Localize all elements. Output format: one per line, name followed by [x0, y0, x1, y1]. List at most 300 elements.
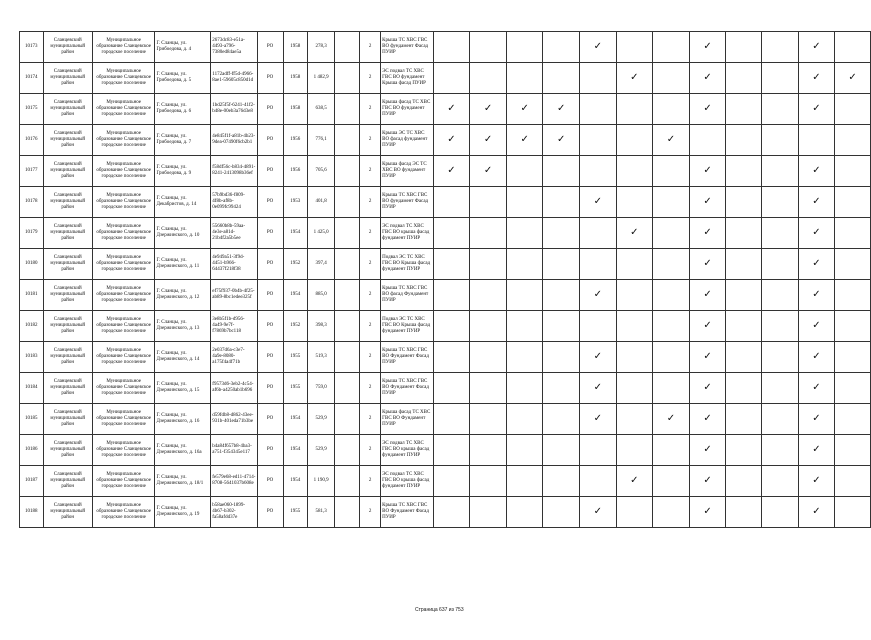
- checkmark-icon: ✓: [812, 413, 821, 424]
- area-cell: 638,5: [307, 94, 334, 125]
- work-types-cell: Крыша ТС ХВС ГВС ВО Фундамент Фасад ПУИР: [381, 497, 434, 528]
- floors-cell: 2: [360, 342, 381, 373]
- checkmark-icon: ✓: [812, 506, 821, 517]
- address-cell: Г. Сланцы, ул. Дзержинского, д. 16: [155, 404, 211, 435]
- area-cell: 581,3: [307, 497, 334, 528]
- work-check-cell: [762, 249, 798, 280]
- row-number: 10175: [20, 94, 44, 125]
- checkmark-icon: ✓: [703, 103, 712, 114]
- work-check-cell: [506, 249, 543, 280]
- work-check-cell: [798, 63, 835, 94]
- blank-cell: [335, 94, 360, 125]
- work-types-cell: Крыша фасад ТС ХВС ГВС ВО Фундамент ПУИР: [381, 404, 434, 435]
- area-cell: 885,0: [307, 280, 334, 311]
- work-check-cell: [580, 342, 617, 373]
- area-cell: 397,4: [307, 249, 334, 280]
- floors-cell: 2: [360, 63, 381, 94]
- work-check-cell: [506, 404, 543, 435]
- work-check-cell: [470, 156, 507, 187]
- work-check-cell: [762, 342, 798, 373]
- municipality-cell: Муниципальное образование Сланцевское городское поселение: [92, 435, 155, 466]
- work-check-cell: [470, 435, 507, 466]
- work-check-cell: [653, 32, 690, 63]
- fund-type-cell: РО: [257, 404, 283, 435]
- address-cell: Г. Сланцы, ул. Дзержинского, д. 13: [155, 311, 211, 342]
- checkmark-icon: ✓: [447, 103, 456, 114]
- municipality-cell: Муниципальное образование Сланцевское городское поселение: [92, 156, 155, 187]
- work-check-cell: [798, 32, 835, 63]
- work-check-cell: [798, 218, 835, 249]
- checkmark-icon: ✓: [812, 444, 821, 455]
- work-check-cell: [616, 280, 653, 311]
- checkmark-icon: ✓: [812, 475, 821, 486]
- row-number: 10188: [20, 497, 44, 528]
- floors-cell: 2: [360, 280, 381, 311]
- work-check-cell: [653, 435, 690, 466]
- floors-cell: 2: [360, 435, 381, 466]
- work-check-cell: [726, 218, 762, 249]
- address-cell: Г. Сланцы, ул. Грибоедова, д. 5: [155, 63, 211, 94]
- work-check-cell: [798, 373, 835, 404]
- work-check-cell: [580, 497, 617, 528]
- work-check-cell: [689, 249, 726, 280]
- blank-cell: [335, 404, 360, 435]
- work-check-cell: [835, 404, 871, 435]
- municipality-cell: Муниципальное образование Сланцевское городское поселение: [92, 342, 155, 373]
- checkmark-icon: ✓: [703, 506, 712, 517]
- build-year-cell: 1952: [283, 311, 307, 342]
- work-check-cell: [835, 156, 871, 187]
- checkmark-icon: ✓: [593, 289, 602, 300]
- checkmark-icon: ✓: [812, 320, 821, 331]
- work-check-cell: [506, 280, 543, 311]
- work-check-cell: [726, 63, 762, 94]
- work-check-cell: [835, 218, 871, 249]
- work-check-cell: [506, 94, 543, 125]
- municipality-cell: Муниципальное образование Сланцевское городское поселение: [92, 125, 155, 156]
- work-check-cell: [506, 311, 543, 342]
- district-cell: Сланцевский муниципальный район: [43, 373, 92, 404]
- work-check-cell: [580, 125, 617, 156]
- checkmark-icon: ✓: [630, 475, 639, 486]
- work-check-cell: [653, 373, 690, 404]
- row-number: 10174: [20, 63, 44, 94]
- build-year-cell: 1954: [283, 466, 307, 497]
- work-check-cell: [653, 156, 690, 187]
- work-check-cell: [726, 125, 762, 156]
- work-check-cell: [835, 125, 871, 156]
- table-row: [20, 94, 871, 125]
- work-check-cell: [798, 249, 835, 280]
- work-check-cell: [470, 311, 507, 342]
- work-check-cell: [726, 94, 762, 125]
- checkmark-icon: ✓: [703, 72, 712, 83]
- blank-cell: [335, 32, 360, 63]
- table-row: [20, 249, 871, 280]
- work-check-cell: [798, 94, 835, 125]
- checkmark-icon: ✓: [703, 258, 712, 269]
- checkmark-icon: ✓: [703, 227, 712, 238]
- work-check-cell: [616, 373, 653, 404]
- work-check-cell: [762, 94, 798, 125]
- build-year-cell: 1954: [283, 218, 307, 249]
- work-check-cell: [580, 218, 617, 249]
- table-row: [20, 435, 871, 466]
- fund-type-cell: РО: [257, 156, 283, 187]
- fund-type-cell: РО: [257, 373, 283, 404]
- work-check-cell: [616, 63, 653, 94]
- build-year-cell: 1953: [283, 187, 307, 218]
- work-check-cell: [835, 373, 871, 404]
- checkmark-icon: ✓: [812, 227, 821, 238]
- building-guid-cell: b58ae060-1899-4b67-b302-fa58afdd37e: [211, 497, 257, 528]
- blank-cell: [335, 249, 360, 280]
- work-check-cell: [433, 187, 470, 218]
- work-check-cell: [689, 63, 726, 94]
- work-check-cell: [470, 94, 507, 125]
- work-check-cell: [653, 342, 690, 373]
- work-check-cell: [726, 156, 762, 187]
- work-check-cell: [726, 280, 762, 311]
- work-check-cell: [653, 404, 690, 435]
- blank-cell: [335, 311, 360, 342]
- work-check-cell: [762, 32, 798, 63]
- work-check-cell: [798, 342, 835, 373]
- work-check-cell: [506, 466, 543, 497]
- work-check-cell: [835, 466, 871, 497]
- work-check-cell: [470, 497, 507, 528]
- work-check-cell: [470, 466, 507, 497]
- work-check-cell: [762, 156, 798, 187]
- build-year-cell: 1954: [283, 280, 307, 311]
- work-check-cell: [616, 125, 653, 156]
- address-cell: Г. Сланцы, ул. Грибоедова, д. 4: [155, 32, 211, 63]
- row-number: 10187: [20, 466, 44, 497]
- row-number: 10186: [20, 435, 44, 466]
- work-check-cell: [506, 435, 543, 466]
- build-year-cell: 1958: [283, 32, 307, 63]
- work-types-cell: ЭС подвал ТС ХВС ГВС ВО фундамент Крыша фасад ПУИР: [381, 63, 434, 94]
- work-check-cell: [689, 435, 726, 466]
- work-check-cell: [689, 187, 726, 218]
- area-cell: 519,3: [307, 342, 334, 373]
- work-check-cell: [689, 342, 726, 373]
- work-check-cell: [762, 497, 798, 528]
- table-row: [20, 125, 871, 156]
- work-check-cell: [726, 32, 762, 63]
- checkmark-icon: ✓: [593, 413, 602, 424]
- checkmark-icon: ✓: [703, 413, 712, 424]
- work-check-cell: [433, 373, 470, 404]
- blank-cell: [335, 373, 360, 404]
- municipality-cell: Муниципальное образование Сланцевское городское поселение: [92, 404, 155, 435]
- fund-type-cell: РО: [257, 311, 283, 342]
- row-number: 10185: [20, 404, 44, 435]
- work-check-cell: [835, 497, 871, 528]
- work-check-cell: [762, 187, 798, 218]
- work-check-cell: [506, 373, 543, 404]
- table-row: [20, 342, 871, 373]
- checkmark-icon: ✓: [703, 289, 712, 300]
- work-check-cell: [580, 280, 617, 311]
- checkmark-icon: ✓: [447, 165, 456, 176]
- work-check-cell: [835, 63, 871, 94]
- area-cell: 1 190,9: [307, 466, 334, 497]
- work-types-cell: Крыша ТС ХВС ГВС ВО фасад Фундамент ПУИР: [381, 280, 434, 311]
- checkmark-icon: ✓: [447, 134, 456, 145]
- work-check-cell: [506, 497, 543, 528]
- municipality-cell: Муниципальное образование Сланцевское городское поселение: [92, 280, 155, 311]
- checkmark-icon: ✓: [483, 165, 493, 176]
- work-check-cell: [543, 187, 580, 218]
- municipality-cell: Муниципальное образование Сланцевское городское поселение: [92, 249, 155, 280]
- work-check-cell: [653, 249, 690, 280]
- floors-cell: 2: [360, 156, 381, 187]
- address-cell: Г. Сланцы, ул. Дзержинского, д. 19: [155, 497, 211, 528]
- municipality-cell: Муниципальное образование Сланцевское городское поселение: [92, 311, 155, 342]
- work-check-cell: [726, 311, 762, 342]
- work-check-cell: [726, 373, 762, 404]
- floors-cell: 2: [360, 187, 381, 218]
- work-check-cell: [726, 249, 762, 280]
- work-check-cell: [653, 466, 690, 497]
- table-row: [20, 373, 871, 404]
- work-check-cell: [798, 187, 835, 218]
- work-check-cell: [835, 342, 871, 373]
- address-cell: Г. Сланцы, ул. Дзержинского, д. 15: [155, 373, 211, 404]
- work-check-cell: [798, 404, 835, 435]
- building-guid-cell: 4e845f1f-a81b-4b23-9dea-07490f6cb2b1: [211, 125, 257, 156]
- work-check-cell: [470, 342, 507, 373]
- table-row: [20, 63, 871, 94]
- work-check-cell: [433, 63, 470, 94]
- checkmark-icon: ✓: [593, 506, 602, 517]
- work-check-cell: [762, 63, 798, 94]
- work-check-cell: [470, 187, 507, 218]
- row-number: 10179: [20, 218, 44, 249]
- fund-type-cell: РО: [257, 342, 283, 373]
- work-check-cell: [616, 466, 653, 497]
- floors-cell: 2: [360, 466, 381, 497]
- work-check-cell: [433, 311, 470, 342]
- building-guid-cell: b4a84f657b8-4ba3-a751-f354345e117: [211, 435, 257, 466]
- district-cell: Сланцевский муниципальный район: [43, 311, 92, 342]
- row-number: 10178: [20, 187, 44, 218]
- floors-cell: 2: [360, 404, 381, 435]
- municipality-cell: Муниципальное образование Сланцевское городское поселение: [92, 373, 155, 404]
- row-number: 10183: [20, 342, 44, 373]
- row-number: 10180: [20, 249, 44, 280]
- fund-type-cell: РО: [257, 218, 283, 249]
- floors-cell: 2: [360, 218, 381, 249]
- checkmark-icon: ✓: [593, 196, 602, 207]
- work-check-cell: [762, 311, 798, 342]
- work-check-cell: [689, 311, 726, 342]
- table-row: [20, 466, 871, 497]
- work-check-cell: [543, 311, 580, 342]
- work-check-cell: [835, 435, 871, 466]
- work-check-cell: [653, 94, 690, 125]
- blank-cell: [335, 497, 360, 528]
- district-cell: Сланцевский муниципальный район: [43, 125, 92, 156]
- building-guid-cell: 1bd25f5f-6241-41f2-b48e-00eb3a76d3e8: [211, 94, 257, 125]
- fund-type-cell: РО: [257, 125, 283, 156]
- area-cell: 776,1: [307, 125, 334, 156]
- work-check-cell: [689, 125, 726, 156]
- work-check-cell: [506, 125, 543, 156]
- work-check-cell: [433, 497, 470, 528]
- district-cell: Сланцевский муниципальный район: [43, 156, 92, 187]
- building-guid-cell: fe579e68-ed11-4714-8708-5641037b608e: [211, 466, 257, 497]
- checkmark-icon: ✓: [812, 103, 821, 114]
- address-cell: Г. Сланцы, ул. Декабристов, д. 14: [155, 187, 211, 218]
- work-check-cell: [835, 280, 871, 311]
- work-check-cell: [762, 125, 798, 156]
- blank-cell: [335, 187, 360, 218]
- work-types-cell: ЭС подвал ТС ХВС ГВС ВО крыша фасад фундамент ПУИР: [381, 466, 434, 497]
- work-types-cell: Крыша фасад ТС ХВС ГВС ВО фундамент ПУИР: [381, 94, 434, 125]
- address-cell: Г. Сланцы, ул. Грибоедова, д. 6: [155, 94, 211, 125]
- work-check-cell: [798, 156, 835, 187]
- work-check-cell: [762, 466, 798, 497]
- work-check-cell: [726, 466, 762, 497]
- row-number: 10176: [20, 125, 44, 156]
- work-check-cell: [726, 342, 762, 373]
- work-check-cell: [506, 32, 543, 63]
- checkmark-icon: ✓: [557, 134, 566, 145]
- work-check-cell: [653, 125, 690, 156]
- checkmark-icon: ✓: [812, 72, 821, 83]
- address-cell: Г. Сланцы, ул. Дзержинского, д. 12: [155, 280, 211, 311]
- work-check-cell: [653, 311, 690, 342]
- area-cell: 398,3: [307, 311, 334, 342]
- municipality-cell: Муниципальное образование Сланцевское городское поселение: [92, 32, 155, 63]
- district-cell: Сланцевский муниципальный район: [43, 435, 92, 466]
- work-check-cell: [506, 187, 543, 218]
- checkmark-icon: ✓: [848, 72, 857, 83]
- blank-cell: [335, 63, 360, 94]
- table-row: [20, 497, 871, 528]
- area-cell: 705,6: [307, 156, 334, 187]
- work-check-cell: [689, 373, 726, 404]
- district-cell: Сланцевский муниципальный район: [43, 94, 92, 125]
- work-check-cell: [543, 373, 580, 404]
- work-check-cell: [762, 435, 798, 466]
- work-check-cell: [616, 249, 653, 280]
- district-cell: Сланцевский муниципальный район: [43, 218, 92, 249]
- floors-cell: 2: [360, 125, 381, 156]
- checkmark-icon: ✓: [812, 165, 821, 176]
- work-check-cell: [616, 342, 653, 373]
- work-check-cell: [580, 249, 617, 280]
- blank-cell: [335, 156, 360, 187]
- address-cell: Г. Сланцы, ул. Дзержинского, д. 14: [155, 342, 211, 373]
- fund-type-cell: РО: [257, 435, 283, 466]
- work-check-cell: [433, 404, 470, 435]
- work-check-cell: [433, 280, 470, 311]
- municipality-cell: Муниципальное образование Сланцевское городское поселение: [92, 497, 155, 528]
- district-cell: Сланцевский муниципальный район: [43, 404, 92, 435]
- work-check-cell: [580, 187, 617, 218]
- fund-type-cell: РО: [257, 280, 283, 311]
- work-check-cell: [689, 466, 726, 497]
- work-types-cell: Крыша ТС ХВС ГВС ВО Фундамент Фасад ПУИР: [381, 342, 434, 373]
- work-check-cell: [543, 249, 580, 280]
- municipality-cell: Муниципальное образование Сланцевское городское поселение: [92, 187, 155, 218]
- address-cell: Г. Сланцы, ул. Грибоедова, д. 7: [155, 125, 211, 156]
- work-check-cell: [470, 404, 507, 435]
- address-cell: Г. Сланцы, ул. Грибоедова, д. 9: [155, 156, 211, 187]
- checkmark-icon: ✓: [812, 258, 821, 269]
- checkmark-icon: ✓: [593, 41, 602, 52]
- checkmark-icon: ✓: [483, 103, 493, 114]
- checkmark-icon: ✓: [557, 103, 566, 114]
- building-guid-cell: d59fdb8-d862-43ee-931b-401eda71b3be: [211, 404, 257, 435]
- building-guid-cell: f9573d6-3eb2-4c54-af6b-a4250ab1b696: [211, 373, 257, 404]
- work-check-cell: [835, 32, 871, 63]
- work-check-cell: [726, 435, 762, 466]
- row-number: 10177: [20, 156, 44, 187]
- district-cell: Сланцевский муниципальный район: [43, 187, 92, 218]
- district-cell: Сланцевский муниципальный район: [43, 32, 92, 63]
- checkmark-icon: ✓: [593, 382, 602, 393]
- fund-type-cell: РО: [257, 497, 283, 528]
- work-check-cell: [798, 435, 835, 466]
- build-year-cell: 1954: [283, 404, 307, 435]
- work-check-cell: [835, 94, 871, 125]
- address-cell: Г. Сланцы, ул. Дзержинского, д. 10: [155, 218, 211, 249]
- checkmark-icon: ✓: [703, 165, 712, 176]
- district-cell: Сланцевский муниципальный район: [43, 280, 92, 311]
- building-guid-cell: 4e949a51-3f9d-4451-b966-64437f218f38: [211, 249, 257, 280]
- work-check-cell: [543, 32, 580, 63]
- work-check-cell: [433, 342, 470, 373]
- work-types-cell: ЭС подвал ТС ХВС ГВС ВО крыша фасад фундамент ПУИР: [381, 435, 434, 466]
- work-check-cell: [653, 280, 690, 311]
- build-year-cell: 1956: [283, 125, 307, 156]
- work-check-cell: [433, 218, 470, 249]
- work-check-cell: [470, 125, 507, 156]
- work-check-cell: [433, 125, 470, 156]
- building-guid-cell: 2e037d6a-c3e7-4a9e-8080-a175f4a4f71b: [211, 342, 257, 373]
- checkmark-icon: ✓: [703, 351, 712, 362]
- work-types-cell: Крыша ТС ХВС ГВС ВО фундамент Фасад ПУИР: [381, 32, 434, 63]
- work-check-cell: [653, 63, 690, 94]
- work-check-cell: [470, 32, 507, 63]
- fund-type-cell: РО: [257, 63, 283, 94]
- row-number: 10182: [20, 311, 44, 342]
- work-check-cell: [580, 63, 617, 94]
- fund-type-cell: РО: [257, 187, 283, 218]
- work-check-cell: [798, 466, 835, 497]
- floors-cell: 2: [360, 32, 381, 63]
- work-check-cell: [762, 404, 798, 435]
- area-cell: 1 482,9: [307, 63, 334, 94]
- table-row: [20, 156, 871, 187]
- work-check-cell: [470, 218, 507, 249]
- floors-cell: 2: [360, 94, 381, 125]
- building-guid-cell: 55660b8b-59aa-4e3e-a81d-21b4f2a5b5ee: [211, 218, 257, 249]
- checkmark-icon: ✓: [812, 382, 821, 393]
- municipality-cell: Муниципальное образование Сланцевское городское поселение: [92, 218, 155, 249]
- work-check-cell: [726, 497, 762, 528]
- floors-cell: 2: [360, 249, 381, 280]
- work-check-cell: [506, 63, 543, 94]
- work-check-cell: [689, 156, 726, 187]
- checkmark-icon: ✓: [812, 196, 821, 207]
- area-cell: 529,9: [307, 435, 334, 466]
- work-check-cell: [616, 218, 653, 249]
